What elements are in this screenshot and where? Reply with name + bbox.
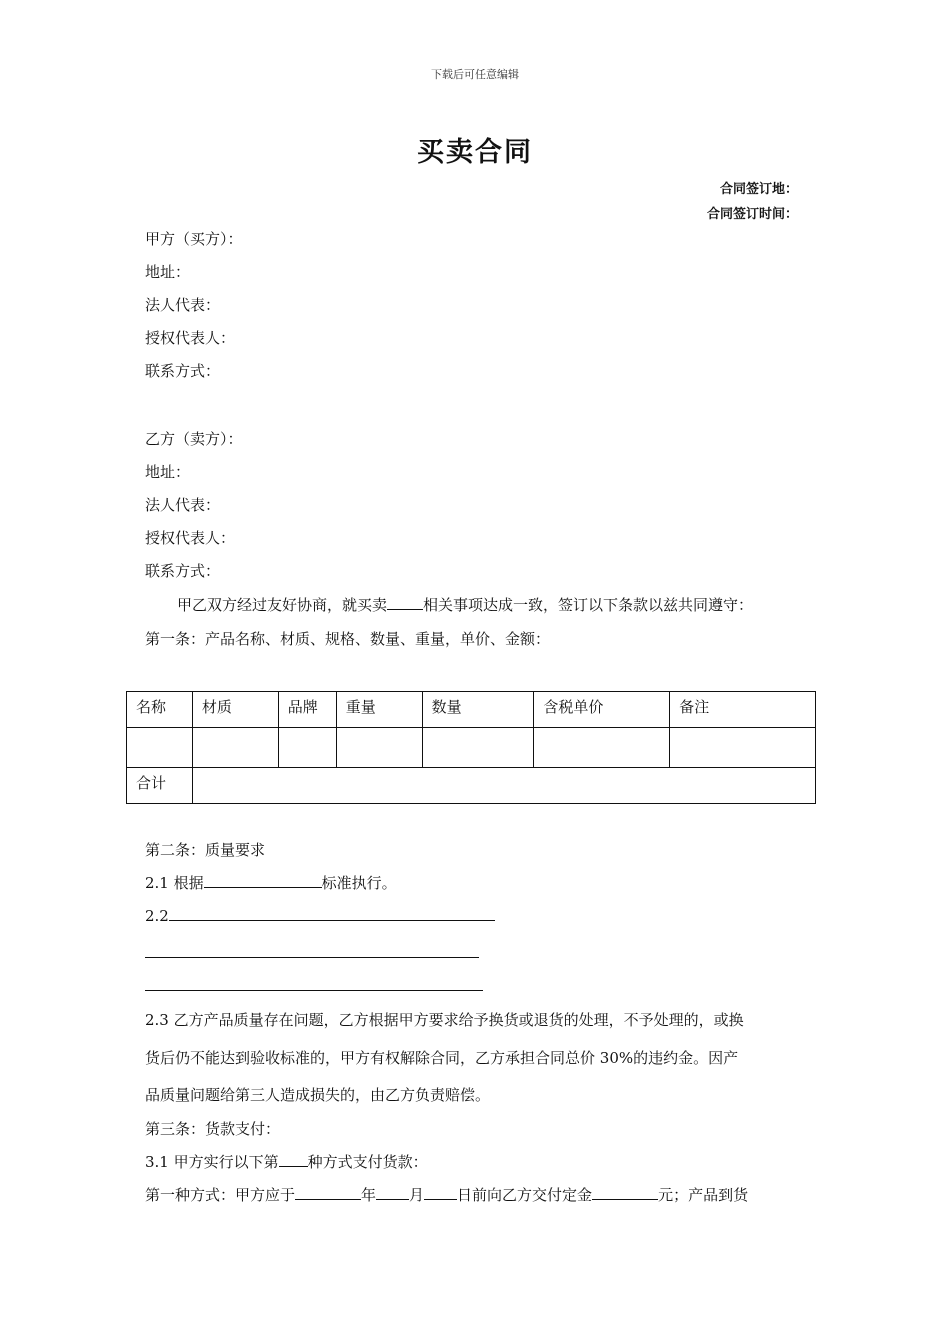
- table-cell: [278, 728, 336, 768]
- year-blank: [295, 1185, 361, 1200]
- table-header-row: [127, 692, 816, 728]
- article-2-heading: 第二条：质量要求: [145, 841, 266, 859]
- table-total-row: [127, 768, 816, 804]
- clause-3-1-after: 种方式支付货款：: [307, 1153, 428, 1171]
- intro-paragraph: [177, 594, 753, 615]
- clause-2-2: [145, 906, 495, 925]
- party-b-address: 地址：: [145, 463, 191, 481]
- table-cell: [127, 728, 193, 768]
- clause-3-1-before: 3.1 甲方实行以下第: [145, 1153, 279, 1171]
- column-header: 数量: [422, 692, 534, 728]
- payment-method-1: [145, 1184, 748, 1205]
- blank-rule: [145, 957, 479, 958]
- clause-2-1: [145, 872, 397, 893]
- sign-time-label: 合同签订时间：: [706, 207, 798, 222]
- method-1-text-e: 元；产品到货: [658, 1186, 749, 1204]
- deposit-blank: [592, 1185, 658, 1200]
- header-note: 下载后可任意编辑: [431, 68, 519, 81]
- column-header: 含税单价: [534, 692, 670, 728]
- product-blank: [387, 595, 423, 610]
- method-1-month: 月: [409, 1186, 425, 1204]
- clause-3-1: [145, 1151, 428, 1172]
- clause-2-3-line-3: 品质量问题给第三人造成损失的，由乙方负责赔偿。: [145, 1086, 491, 1104]
- clause-2-2-blank: [169, 906, 495, 921]
- table-row: [127, 728, 816, 768]
- clause-2-3-line-2: 货后仍不能达到验收标准的，甲方有权解除合同，乙方承担合同总价 30%的违约金。因产: [145, 1049, 739, 1067]
- method-1-text-d: 日前向乙方交付定金: [457, 1186, 593, 1204]
- method-1-text-a: 第一种方式：甲方应于: [145, 1186, 296, 1204]
- party-b-heading: 乙方（卖方）：: [145, 430, 243, 448]
- party-a-heading: 甲方（买方）：: [145, 230, 243, 248]
- table-cell: [534, 728, 670, 768]
- month-blank: [376, 1185, 409, 1200]
- table-cell: [422, 728, 534, 768]
- party-a-authorized-rep: 授权代表人：: [145, 329, 236, 347]
- party-b-authorized-rep: 授权代表人：: [145, 529, 236, 547]
- sign-place-label: 合同签订地：: [719, 182, 798, 197]
- total-label: 合计: [127, 768, 193, 804]
- intro-text-after: 相关事项达成一致，签订以下条款以兹共同遵守：: [423, 596, 754, 614]
- column-header: 名称: [127, 692, 193, 728]
- product-table: [126, 691, 816, 804]
- blank-rule: [145, 990, 483, 991]
- method-1-year: 年: [361, 1186, 377, 1204]
- table-cell: [670, 728, 816, 768]
- intro-text-before: 甲乙双方经过友好协商，就买卖: [177, 596, 388, 614]
- column-header: 品牌: [278, 692, 336, 728]
- column-header: 备注: [670, 692, 816, 728]
- column-header: 材质: [192, 692, 278, 728]
- day-blank: [424, 1185, 457, 1200]
- method-blank: [279, 1152, 308, 1167]
- total-value-cell: [192, 768, 815, 804]
- party-a-contact: 联系方式：: [145, 362, 221, 380]
- document-title: 买卖合同: [417, 137, 533, 168]
- article-3-heading: 第三条：货款支付：: [145, 1120, 281, 1138]
- table-cell: [336, 728, 422, 768]
- column-header: 重量: [336, 692, 422, 728]
- clause-2-3-line-1: 2.3 乙方产品质量存在问题，乙方根据甲方要求给予换货或退货的处理，不予处理的，或换: [145, 1011, 744, 1029]
- party-b-contact: 联系方式：: [145, 562, 221, 580]
- clause-2-2-number: 2.2: [145, 907, 169, 925]
- table-cell: [192, 728, 278, 768]
- party-a-address: 地址：: [145, 263, 191, 281]
- party-a-legal-rep: 法人代表：: [145, 296, 221, 314]
- clause-2-1-before: 2.1 根据: [145, 874, 204, 892]
- clause-2-1-after: 标准执行。: [321, 874, 397, 892]
- party-b-legal-rep: 法人代表：: [145, 496, 221, 514]
- article-1-heading: 第一条：产品名称、材质、规格、数量、重量，单价、金额：: [145, 630, 551, 648]
- standard-blank: [204, 873, 322, 888]
